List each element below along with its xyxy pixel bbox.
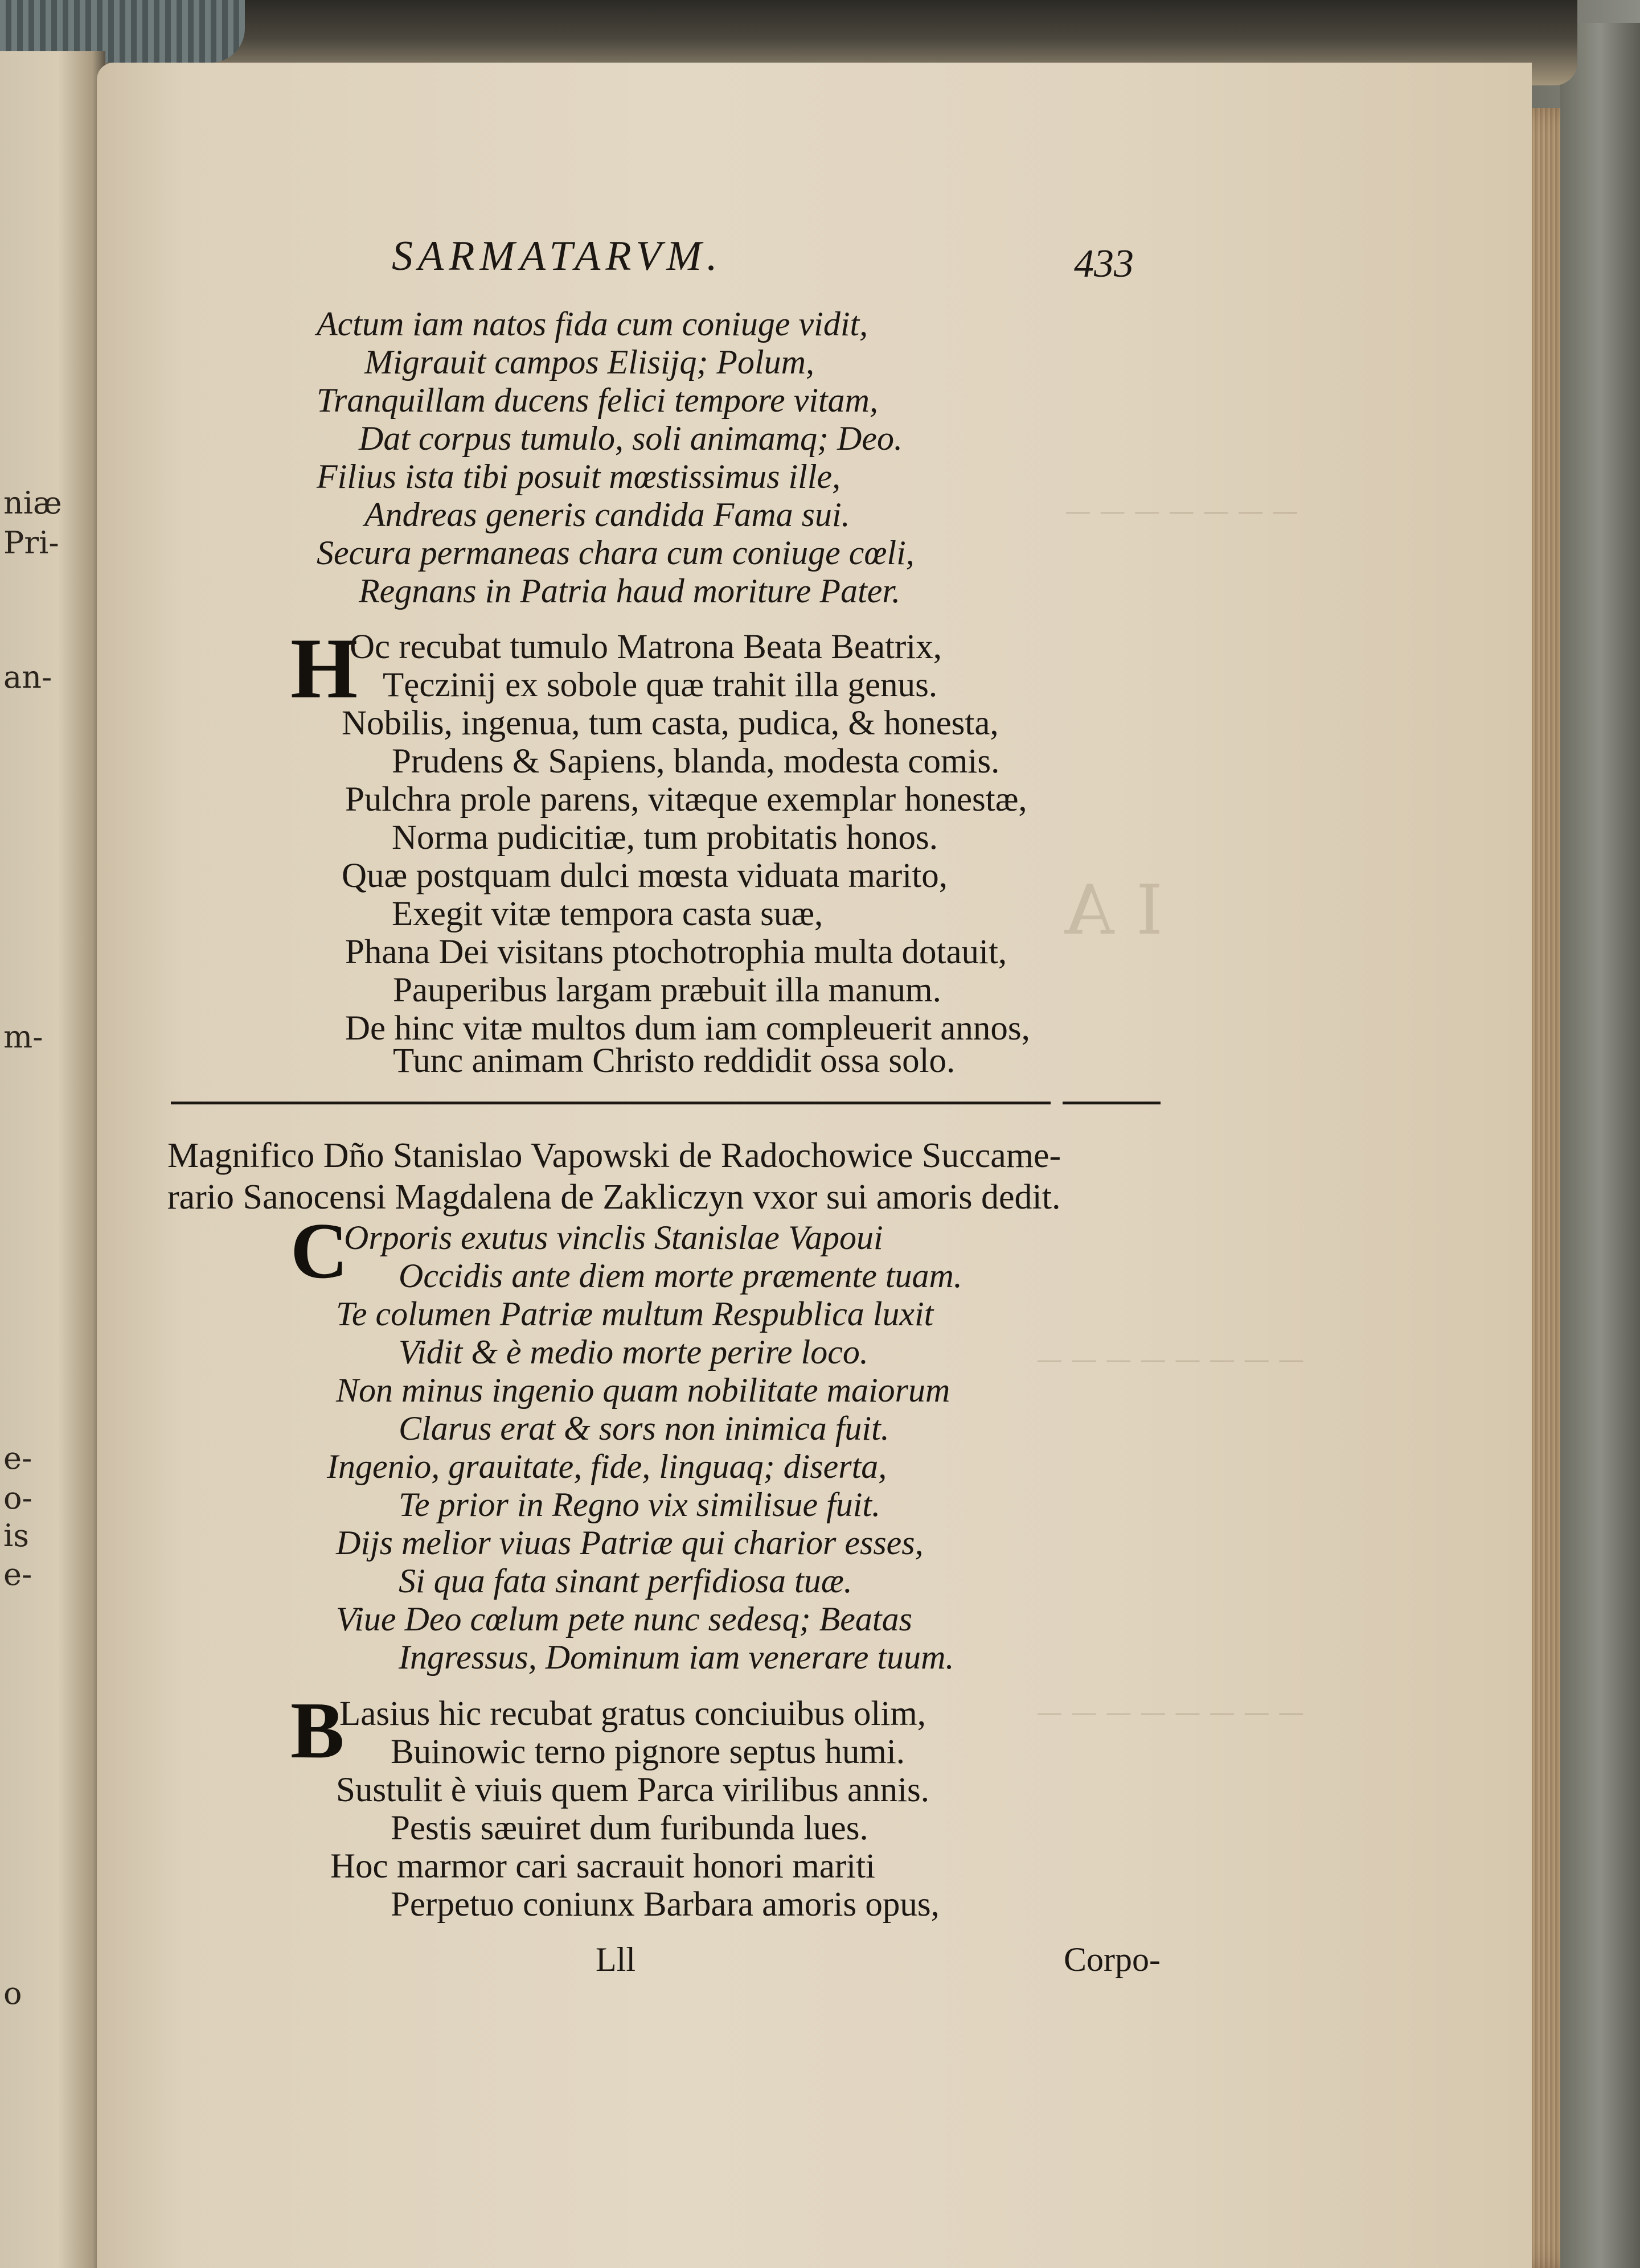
verse-line: Phana Dei visitans ptochotrophia multa dotauit,: [345, 933, 1007, 971]
verse-line: Pulchra prole parens, vitæque exemplar honestæ,: [345, 780, 1027, 819]
left-page-fragment: e-: [3, 1440, 32, 1476]
verse-line: Hoc marmor cari sacrauit honori mariti: [330, 1847, 875, 1885]
drop-cap: B: [290, 1685, 345, 1775]
left-page-fragment: Pri-: [3, 525, 59, 561]
left-page-fragment: o: [3, 1975, 22, 2011]
verse-line: Pauperibus largam præbuit illa manum.: [393, 971, 941, 1009]
left-page-fragment: m-: [3, 1019, 43, 1055]
left-page-fragment: niæ: [3, 485, 62, 521]
verse-line: Tranquillam ducens felici tempore vitam,: [317, 381, 878, 419]
verse-line: Perpetuo coniunx Barbara amoris opus,: [391, 1885, 940, 1924]
verse-line: Ingressus, Dominum iam venerare tuum.: [399, 1638, 954, 1676]
catchword: Corpo-: [1064, 1941, 1161, 1978]
verse-line: Lasius hic recubat gratus conciuibus olim,: [339, 1695, 926, 1733]
drop-cap: H: [290, 621, 358, 716]
running-head: SARMATARVM.: [392, 233, 723, 280]
verse-line: Te columen Patriæ multum Respublica luxit: [336, 1295, 934, 1333]
section-divider: [171, 1102, 1051, 1104]
verse-line: Actum iam natos fida cum coniuge vidit,: [317, 305, 868, 343]
verse-line: Te prior in Regno vix similisue fuit.: [399, 1486, 881, 1523]
verse-line: Andreas generis candida Fama sui.: [364, 496, 850, 533]
verse-line: Secura permaneas chara cum coniuge cœli,: [317, 534, 915, 572]
verse-line: Non minus ingenio quam nobilitate maiorum: [336, 1371, 950, 1409]
verse-line: Ingenio, grauitate, fide, linguaq; diserta,: [327, 1448, 887, 1485]
page-number: 433: [1074, 242, 1134, 286]
left-page-fragment: e-: [3, 1556, 32, 1592]
verse-line: Nobilis, ingenua, tum casta, pudica, & honesta,: [342, 704, 999, 742]
verse-line: Sustulit è viuis quem Parca virilibus annis.: [336, 1771, 930, 1809]
verse-line: Si qua fata sinant perfidiosa tuæ.: [399, 1562, 852, 1600]
section-divider: [1063, 1102, 1161, 1104]
verse-line: Norma pudicitiæ, tum probitatis honos.: [392, 819, 938, 857]
dedication-line: rario Sanocensi Magdalena de Zakliczyn vxor sui amoris dedit.: [167, 1178, 1061, 1217]
verse-line: Tunc animam Christo reddidit ossa solo.: [393, 1042, 956, 1080]
left-page-fragment: is: [3, 1518, 29, 1554]
signature-mark: Lll: [596, 1941, 636, 1978]
left-page-fragment: o-: [3, 1480, 32, 1516]
verse-line: Filius ista tibi posuit mœstissimus ille,: [317, 458, 841, 495]
drop-cap: C: [290, 1207, 348, 1295]
left-page-fragment: an-: [3, 659, 52, 695]
verse-line: De hinc vitæ multos dum iam compleuerit annos,: [345, 1009, 1030, 1047]
show-through-texture: — — — — — — — —: [1036, 1343, 1305, 1374]
dedication-line: Magnifico Dño Stanislao Vapowski de Radochowice Succame-: [167, 1136, 1061, 1175]
verse-line: Oc recubat tumulo Matrona Beata Beatrix,: [350, 628, 942, 666]
show-through-texture: — — — — — — — —: [1036, 1696, 1305, 1727]
verse-line: Pestis sæuiret dum furibunda lues.: [391, 1809, 868, 1847]
verse-line: Clarus erat & sors non inimica fuit.: [399, 1410, 889, 1447]
show-through-texture: I A: [1065, 871, 1163, 950]
verse-line: Dat corpus tumulo, soli animamq; Deo.: [359, 420, 903, 457]
verse-line: Occidis ante diem morte præmente tuam.: [399, 1257, 962, 1295]
verse-line: Migrauit campos Elisijq; Polum,: [364, 343, 814, 381]
left-facing-page: [0, 51, 105, 2268]
show-through-texture: — — — — — — —: [1065, 495, 1298, 526]
verse-line: Vidit & è medio morte perire loco.: [399, 1333, 868, 1371]
verse-line: Regnans in Patria haud moriture Pater.: [359, 572, 901, 610]
verse-line: Orporis exutus vinclis Stanislae Vapoui: [344, 1219, 883, 1256]
verse-line: Tęczinij ex sobole quæ trahit illa genus.: [383, 666, 938, 704]
verse-line: Quæ postquam dulci mœsta viduata marito,: [342, 857, 948, 895]
verse-line: Exegit vitæ tempora casta suæ,: [392, 895, 823, 933]
verse-line: Buinowic terno pignore septus humi.: [391, 1733, 905, 1771]
verse-line: Viue Deo cœlum pete nunc sedesq; Beatas: [336, 1600, 912, 1638]
book-cover-edge: [1560, 23, 1640, 2268]
verse-line: Dijs melior viuas Patriæ qui charior esses,: [336, 1524, 924, 1562]
verse-line: Prudens & Sapiens, blanda, modesta comis.: [392, 742, 1000, 780]
